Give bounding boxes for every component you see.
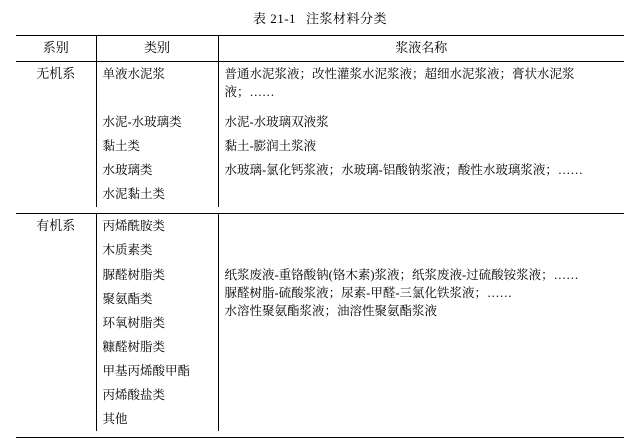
category-cell: 环氧树脂类 bbox=[96, 311, 218, 335]
group-label-inorganic: 无机系 bbox=[16, 61, 96, 182]
slurry-description-cell bbox=[218, 110, 624, 134]
category-cell: 木质素类 bbox=[96, 238, 218, 262]
column-header-slurry-name: 浆液名称 bbox=[218, 36, 624, 62]
slurry-description-cell bbox=[218, 134, 624, 158]
table-row bbox=[16, 158, 624, 182]
table-bottom-cell bbox=[96, 431, 218, 438]
table-bottom-cell bbox=[16, 431, 96, 438]
slurry-description-line: 液；…… bbox=[224, 84, 275, 99]
group-label-organic: 有机系 bbox=[16, 214, 96, 432]
slurry-description-line: 水溶性聚氨酯浆液；油溶性聚氨酯浆液 bbox=[224, 303, 438, 318]
table-row bbox=[16, 134, 624, 158]
slurry-description-line: 普通水泥浆液；改性灌浆水泥浆液；超细水泥浆液；膏状水泥浆 bbox=[224, 66, 575, 81]
category-spacer-cell bbox=[96, 86, 218, 110]
table-row bbox=[16, 263, 624, 287]
slurry-description-line: 黏土-膨润土浆液 bbox=[224, 139, 317, 154]
category-cell: 其他 bbox=[96, 407, 218, 431]
category-cell: 水泥黏土类 bbox=[96, 182, 218, 207]
category-cell: 糠醛树脂类 bbox=[96, 335, 218, 359]
table-row bbox=[16, 110, 624, 134]
group-spacer-cell bbox=[16, 182, 96, 207]
table-caption bbox=[0, 0, 640, 35]
category-cell: 黏土类 bbox=[96, 134, 218, 158]
table-bottom-border bbox=[16, 431, 624, 438]
category-cell: 甲基丙烯酸甲酯 bbox=[96, 359, 218, 383]
category-cell: 丙烯酸盐类 bbox=[96, 383, 218, 407]
category-cell: 丙烯酰胺类 bbox=[96, 214, 218, 239]
category-cell: 脲醛树脂类 bbox=[96, 263, 218, 287]
column-header-series: 系别 bbox=[16, 36, 96, 62]
slurry-description-line: 水玻璃-氯化钙浆液；水玻璃-铝酸钠浆液；酸性水玻璃浆液；…… bbox=[224, 163, 583, 178]
table-caption-number: 表 21-1 bbox=[252, 11, 297, 26]
category-cell: 聚氨酯类 bbox=[96, 287, 218, 311]
slurry-description-cell bbox=[218, 263, 624, 432]
slurry-description-line: 脲醛树脂-硫酸浆液；尿素-甲醛-三氯化铁浆液；…… bbox=[224, 285, 512, 300]
slurry-description-cell bbox=[218, 214, 624, 263]
category-cell: 水玻璃类 bbox=[96, 158, 218, 182]
table-bottom-cell bbox=[218, 431, 624, 438]
category-cell: 单液水泥浆 bbox=[96, 61, 218, 86]
slurry-description-cell bbox=[218, 158, 624, 207]
column-header-category: 类别 bbox=[96, 36, 218, 62]
slurry-description-line: 纸浆废液-重铬酸钠(铬木素)浆液；纸浆废液-过硫酸铵浆液；…… bbox=[224, 267, 579, 282]
slurry-description-line: 水泥-水玻璃双液浆 bbox=[224, 115, 329, 130]
table-row bbox=[16, 214, 624, 239]
grouting-material-classification-table bbox=[16, 35, 624, 438]
slurry-description-cell bbox=[218, 61, 624, 110]
table-caption-title: 注浆材料分类 bbox=[306, 11, 388, 26]
category-cell: 水泥-水玻璃类 bbox=[96, 110, 218, 134]
table-header-row bbox=[16, 36, 624, 62]
table-row bbox=[16, 61, 624, 86]
